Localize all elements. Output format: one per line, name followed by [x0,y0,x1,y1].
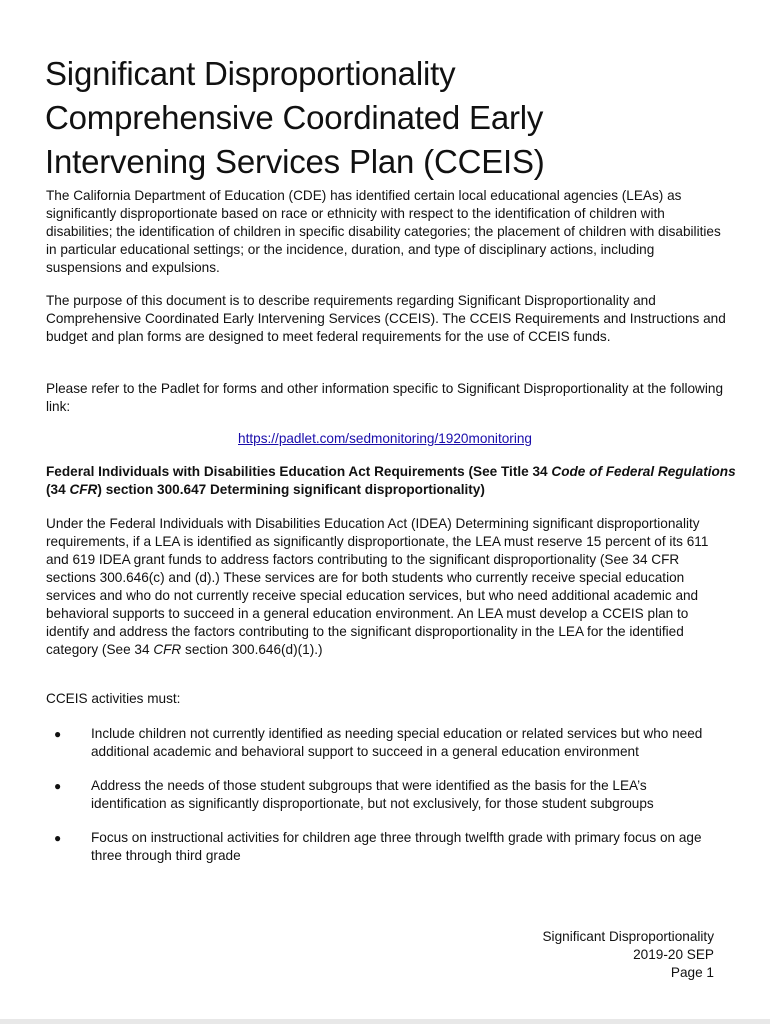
list-item-text: Include children not currently identified as needing special education or related services but who need additional academic and behavioral support to succeed in a general education environment [91,726,703,759]
purpose-paragraph: The purpose of this document is to describe requirements regarding Significant Disproportionality and Comprehensive Coordinated Early Intervening Services (CCEIS). The CCEIS Requirements and Instructions and budget and plan forms are designed to meet federal requirements for the use of CCEIS funds. [46,293,726,344]
idea-text-1: Under the Federal Individuals with Disabilities Education Act (IDEA) Determining significant disproportionality requirements, if a LEA is identified as significantly disproportionate, the LEA must reserve 15 percent of its 611 and 619 IDEA grant funds to address factors contributing to the significant disproportionality (See 34 CFR sections 300.646(c) and (d).) These services are for both students who currently receive special education services and who do not currently receive special education services, but who need additional academic and behavioral supports to succeed in a general education environment. An LEA must develop a CCEIS plan to identify and address the factors contributing to the significant disproportionality in the LEA for the identified category (See 34 [46,516,709,657]
list-item-text: Address the needs of those student subgroups that were identified as the basis for the LEA’s identification as significantly disproportionate, but not exclusively, for those student subgroups [91,778,654,811]
list-item-text: Focus on instructional activities for children age three through twelfth grade with primary focus on age three through third grade [91,830,702,863]
bullet-icon: ● [54,779,62,793]
activities-intro: CCEIS activities must: [46,691,181,706]
title-line-3: Intervening Services Plan (CCEIS) [45,143,545,180]
page-bottom-edge [0,1019,770,1024]
bullet-icon: ● [54,727,62,741]
activities-list [46,725,726,865]
federal-requirements-heading [46,463,736,499]
title-line-1: Significant Disproportionality [45,55,456,92]
heading-italic-cfr-title: Code of Federal Regulations [551,464,736,479]
page-footer [542,928,714,982]
padlet-link[interactable]: https://padlet.com/sedmonitoring/1920monitoring [238,431,532,446]
bullet-icon: ● [54,831,62,845]
intro-paragraph: The California Department of Education (CDE) has identified certain local educational agencies (LEAs) as significantly disproportionate based on race or ethnicity with respect to the identification of children with disabilities; the identification of children in specific disability categories; the placement of children with disabilities in particular educational settings; or the incidence, duration, and type of disciplinary actions, including suspensions and expulsions. [46,188,721,275]
list-item [46,829,726,865]
idea-text-2: section 300.646(d)(1).) [181,642,323,657]
title-line-2: Comprehensive Coordinated Early [45,99,544,136]
idea-paragraph [46,515,726,659]
heading-text-2: (34 [46,482,70,497]
heading-text-1: Federal Individuals with Disabilities Education Act Requirements (See Title 34 [46,464,552,479]
footer-page-number: Page 1 [670,965,714,980]
list-item [46,725,726,761]
list-item [46,777,726,813]
heading-italic-cfr: CFR [69,482,98,497]
footer-doc-name: Significant Disproportionality [542,929,714,944]
idea-italic-cfr: CFR [153,642,182,657]
footer-edition: 2019-20 SEP [633,947,714,962]
heading-text-3: ) section 300.647 Determining significant disproportionality) [97,482,485,497]
padlet-paragraph: Please refer to the Padlet for forms and other information specific to Significant Disproportionality at the following link: [46,381,724,414]
page-title [45,52,735,184]
padlet-link-container [0,430,770,448]
